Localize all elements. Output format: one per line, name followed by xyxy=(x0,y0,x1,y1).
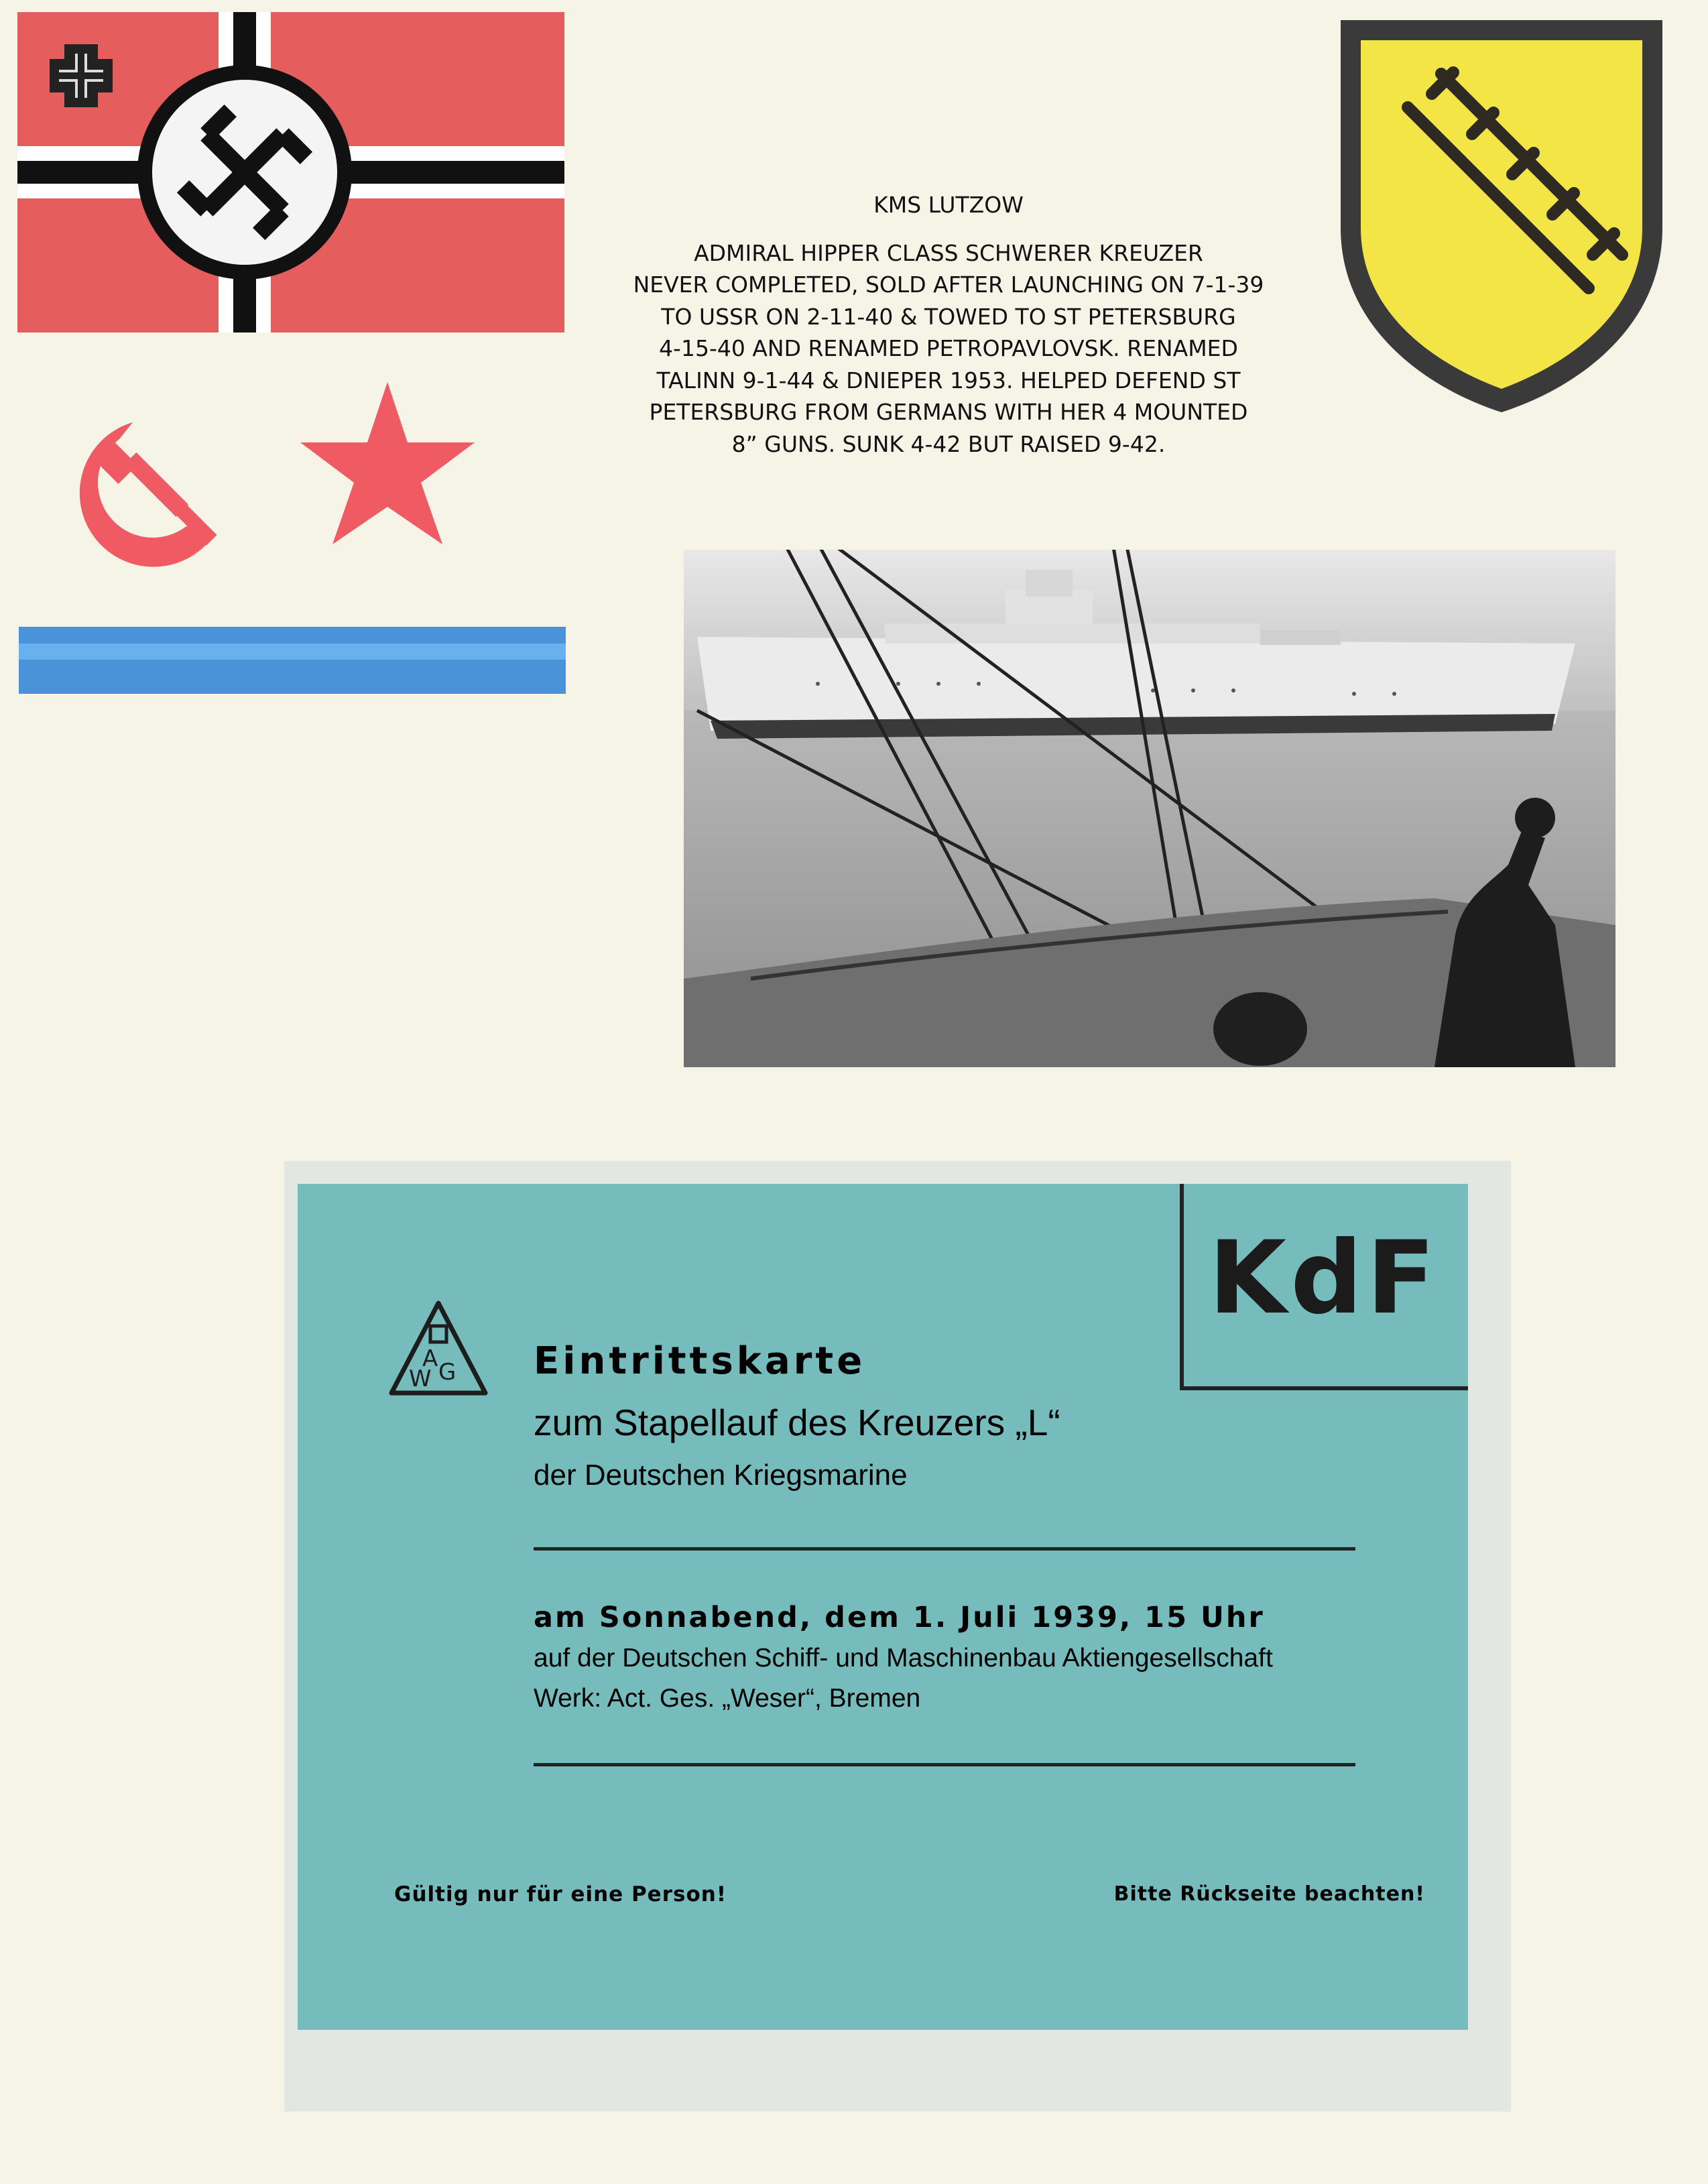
logo-letter-w: W xyxy=(409,1366,432,1392)
caption-line: PETERSBURG FROM GERMANS WITH HER 4 MOUNTED xyxy=(649,399,1248,426)
agw-shipyard-logo xyxy=(385,1299,492,1401)
red-star-icon xyxy=(300,382,475,544)
kdf-badge: KdF xyxy=(1208,1220,1440,1337)
ship-history-caption xyxy=(583,189,1314,460)
ticket-divider xyxy=(534,1763,1355,1766)
ticket-heading: Eintrittskarte xyxy=(534,1339,866,1383)
logo-letter-a: A xyxy=(422,1345,438,1372)
ticket-back-note: Bitte Rückseite beachten! xyxy=(1113,1882,1425,1906)
caption-line: TALINN 9-1-44 & DNIEPER 1953. HELPED DEFEND ST xyxy=(656,367,1241,393)
caption-line: 8” GUNS. SUNK 4-42 BUT RAISED 9-42. xyxy=(731,430,1166,457)
hammer-sickle-icon xyxy=(80,422,217,567)
caption-line: TO USSR ON 2-11-40 & TOWED TO ST PETERSBURG xyxy=(661,303,1236,330)
soviet-naval-flag xyxy=(19,362,566,697)
war-ensign-graphic xyxy=(17,12,564,332)
ticket-location-line: auf der Deutschen Schiff- und Maschinenbau Aktiengesellschaft xyxy=(534,1644,1273,1673)
war-ensign-flag xyxy=(17,12,564,332)
caption-title: KMS LUTZOW xyxy=(873,192,1024,218)
cruiser-photograph xyxy=(684,550,1615,1067)
caption-line: NEVER COMPLETED, SOLD AFTER LAUNCHING ON 7-1-39 xyxy=(633,271,1264,298)
ticket-subtitle: zum Stapellauf des Kreuzers „L“ xyxy=(534,1402,1060,1443)
caption-line: 4-15-40 AND RENAMED PETROPAVLOVSK. RENAMED xyxy=(659,335,1238,362)
ticket-date-line: am Sonnabend, dem 1. Juli 1939, 15 Uhr xyxy=(534,1601,1265,1634)
ticket-subtitle-2: der Deutschen Kriegsmarine xyxy=(534,1459,908,1492)
ladder-crest-icon xyxy=(1334,13,1669,416)
ticket-validity-note: Gültig nur für eine Person! xyxy=(394,1882,727,1906)
caption-line: ADMIRAL HIPPER CLASS SCHWERER KREUZER xyxy=(694,239,1203,266)
logo-letter-g: G xyxy=(438,1359,456,1386)
ticket-location-line-2: Werk: Act. Ges. „Weser“, Bremen xyxy=(534,1684,921,1713)
ladder-crest xyxy=(1334,13,1669,416)
ticket-divider xyxy=(534,1547,1355,1551)
